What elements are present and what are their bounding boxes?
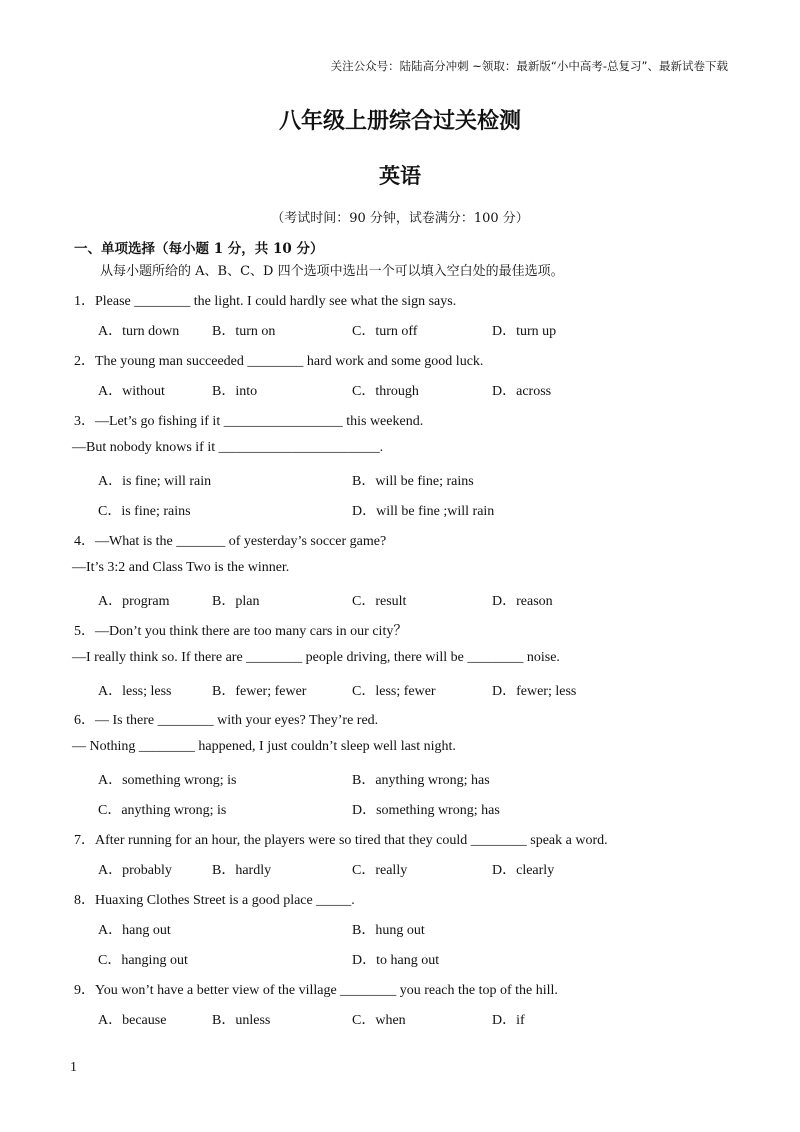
question-1-option-b: B．turn on bbox=[212, 324, 276, 339]
question-7-stem: 7．After running for an hour, the players were so tired that they could ________ speak a word. bbox=[74, 833, 608, 848]
question-6-option-a: A．something wrong; is bbox=[98, 773, 237, 788]
question-9-option-c: C．when bbox=[352, 1013, 406, 1028]
question-5-reply: —I really think so. If there are ________ people driving, there will be ________ noise. bbox=[72, 650, 560, 665]
question-8-option-b: B．hung out bbox=[352, 923, 425, 938]
question-9-option-d: D．if bbox=[492, 1013, 525, 1028]
question-8-stem: 8．Huaxing Clothes Street is a good place _____. bbox=[74, 893, 355, 908]
question-5-option-d: D．fewer; less bbox=[492, 684, 577, 699]
header-note: 关注公众号：陆陆高分冲刺 ~领取：最新版“小中高考-总复习”、最新试卷下载 bbox=[330, 59, 728, 73]
section-title: 一、单项选择（每小题 1 分，共 10 分） bbox=[74, 241, 324, 257]
question-2-option-a: A．without bbox=[98, 384, 165, 399]
question-1-option-a: A．turn down bbox=[98, 324, 180, 339]
question-1-option-d: D．turn up bbox=[492, 324, 557, 339]
question-1-option-c: C．turn off bbox=[352, 324, 418, 339]
subject-title: 英语 bbox=[379, 163, 421, 188]
question-4-option-d: D．reason bbox=[492, 594, 553, 609]
question-8-option-a: A．hang out bbox=[98, 923, 171, 938]
question-6-option-b: B．anything wrong; has bbox=[352, 773, 490, 788]
question-5-option-a: A．less; less bbox=[98, 684, 172, 699]
question-3-reply: —But nobody knows if it _______________________. bbox=[72, 440, 384, 455]
question-7-option-a: A．probably bbox=[98, 863, 172, 878]
exam-info: （考试时间：90 分钟，试卷满分：100 分） bbox=[271, 211, 529, 226]
question-1-stem: 1．Please ________ the light. I could hardly see what the sign says. bbox=[74, 294, 457, 309]
question-8-option-d: D．to hang out bbox=[352, 953, 440, 968]
question-9-option-a: A．because bbox=[98, 1013, 167, 1028]
page-title: 八年级上册综合过关检测 bbox=[278, 108, 521, 134]
question-4-reply: —It’s 3:2 and Class Two is the winner. bbox=[72, 560, 290, 575]
question-6-option-d: D．something wrong; has bbox=[352, 803, 500, 818]
section-instruction: 从每小题所给的 A、B、C、D 四个选项中选出一个可以填入空白处的最佳选项。 bbox=[100, 264, 564, 279]
question-6-stem: 6．— Is there ________ with your eyes? They’re red. bbox=[74, 713, 379, 728]
question-6-reply: — Nothing ________ happened, I just couldn’t sleep well last night. bbox=[72, 739, 456, 754]
question-4-option-c: C．result bbox=[352, 594, 407, 609]
question-7-option-c: C．really bbox=[352, 863, 408, 878]
question-3-stem: 3．—Let’s go fishing if it _________________ this weekend. bbox=[74, 414, 424, 429]
question-9-stem: 9．You won’t have a better view of the village ________ you reach the top of the hill. bbox=[74, 983, 558, 998]
question-3-option-c: C．is fine; rains bbox=[98, 504, 191, 519]
question-6-option-c: C．anything wrong; is bbox=[98, 803, 227, 818]
question-7-option-d: D．clearly bbox=[492, 863, 555, 878]
question-2-option-d: D．across bbox=[492, 384, 552, 399]
question-5-stem: 5．—Don’t you think there are too many cars in our city？ bbox=[74, 624, 408, 639]
question-4-stem: 4．—What is the _______ of yesterday’s soccer game? bbox=[74, 534, 387, 549]
question-4-option-a: A．program bbox=[98, 594, 170, 609]
question-5-option-c: C．less; fewer bbox=[352, 684, 436, 699]
question-7-option-b: B．hardly bbox=[212, 863, 272, 878]
question-3-option-d: D．will be fine ;will rain bbox=[352, 504, 495, 519]
question-8-option-c: C．hanging out bbox=[98, 953, 188, 968]
question-4-option-b: B．plan bbox=[212, 594, 260, 609]
question-2-stem: 2．The young man succeeded ________ hard work and some good luck. bbox=[74, 354, 484, 369]
page-number: 1 bbox=[70, 1060, 77, 1075]
question-3-option-a: A．is fine; will rain bbox=[98, 474, 212, 489]
question-5-option-b: B．fewer; fewer bbox=[212, 684, 307, 699]
question-2-option-b: B．into bbox=[212, 384, 258, 399]
question-9-option-b: B．unless bbox=[212, 1013, 271, 1028]
question-2-option-c: C．through bbox=[352, 384, 419, 399]
question-3-option-b: B．will be fine; rains bbox=[352, 474, 474, 489]
